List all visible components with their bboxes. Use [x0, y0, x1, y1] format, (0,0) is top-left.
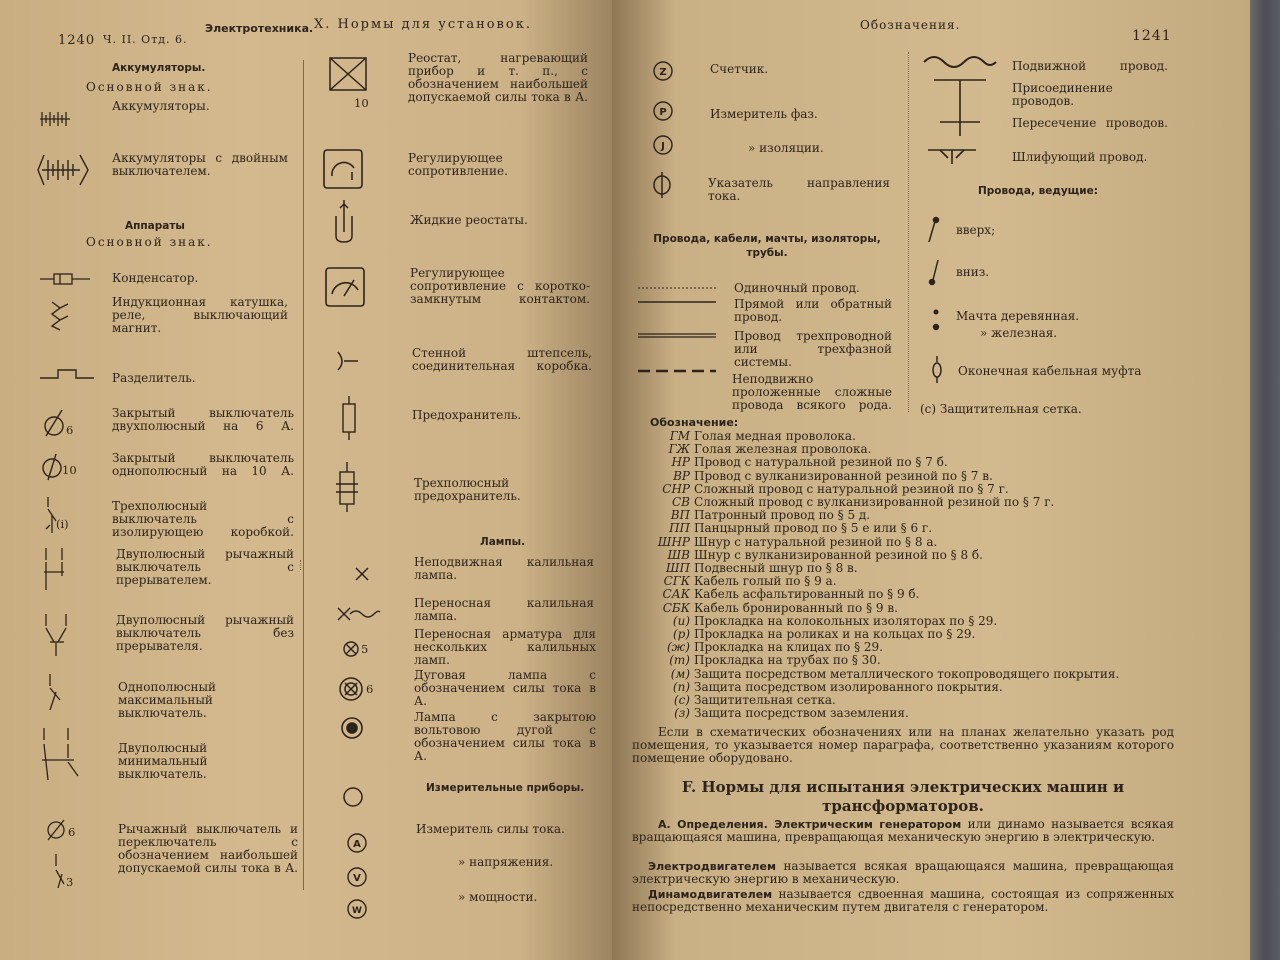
legend-text: Панцырный провод по § 5 е или § 6 г. [694, 521, 933, 536]
switch-5-label: Двуполюсный рычажный выключатель без прерывателя. [116, 613, 294, 653]
legend-abbr: ПП [669, 521, 690, 536]
lamps-title: Лампы. [480, 536, 526, 548]
left-header-chapter: X. Нормы для установок. [314, 17, 532, 32]
reg-resistance-label: Регулирующее сопротивление. [408, 151, 508, 178]
right-header-title: Обозначения. [860, 18, 961, 32]
movable-wire-icon [922, 52, 998, 72]
accumulator-icon [40, 108, 74, 130]
switch-10a-mark: 10 [62, 463, 77, 477]
legend-abbr: ШП [665, 561, 690, 576]
legend-abbr: СГК [663, 574, 690, 589]
max-switch-icon [42, 672, 68, 712]
wire-crossing-icon [938, 106, 982, 138]
wire-4-label: Неподвижно проложенные сложные провода всякого рода. [732, 372, 892, 412]
legend-abbr: ШНР [657, 534, 690, 549]
counter-symbol: Z [659, 67, 667, 78]
mast-wood-label: Мачта деревянная. [956, 309, 1080, 323]
meas-2-label: » напряжения. [458, 855, 554, 869]
legend-abbr: (м) [670, 666, 690, 681]
induction-coil-icon [48, 300, 74, 332]
switch-8-label: Рычажный выключатель и переключатель с обозначением наибольшей допускаемой силы тока в А. [118, 822, 298, 875]
direction-indicator-label: Указатель направления тока. [708, 176, 890, 203]
coupling-label: Оконечная кабельная муфта [958, 364, 1142, 378]
arc-6-mark: 6 [366, 682, 374, 696]
legend-text: Подвесный шнур по § 8 в. [694, 561, 858, 576]
acc-1: Аккумуляторы. [112, 99, 210, 113]
legend-text: Защита посредством изолированного покрытия. [694, 679, 1003, 694]
induction-label: Индукционная катушка, реле, выключающий магнит. [112, 295, 288, 335]
liquid-rheostat-icon [332, 198, 356, 244]
meas-1-label: Измеритель силы тока. [416, 822, 565, 836]
legend-abbr: САК [662, 587, 690, 602]
rheostat-label: Реостат, нагревающий прибор и т. п., с обозначением наибольшей допускаемой силы тока в А. [408, 51, 588, 104]
def-term-1: Электрическим генератором [774, 818, 962, 831]
def-lead: А. Определения. [658, 818, 768, 831]
socket-label: Стенной штепсель, соединительная коробка. [412, 346, 592, 373]
meas-title: Измерительные приборы. [426, 782, 585, 794]
legend-abbr: ШВ [667, 547, 690, 562]
lead-title: Провода, ведущие: [978, 185, 1098, 197]
lamp-1-label: Неподвижная калильная лампа. [414, 555, 594, 582]
lamp-3-label: Переносная арматура для нескольких калильных ламп. [414, 627, 596, 667]
portable-lamp-icon [336, 606, 382, 622]
note-paragraph: Если в схематических обозначениях или на планах желательно указать род помещения, то указывается номер параграфа, соответственно указаниям которого помещение оборудовано. [632, 725, 1174, 765]
wattmeter-icon [346, 898, 368, 920]
capacitor-icon [40, 270, 92, 288]
mast-iron-label: » железная. [980, 326, 1058, 340]
legend-text: Шнур с вулканизированной резиной по § 8 б. [694, 547, 983, 562]
def-text-2: называется всякая вращающаяся машина, превращающая электрическую энергию в механическую. [632, 859, 1174, 886]
def-term-2: Электродвигателем [648, 860, 776, 873]
legend-text: Кабель бронированный по § 9 в. [694, 600, 898, 615]
section-heading: F. Нормы для испытания электрических машин и трансформаторов. [681, 778, 1125, 815]
app-title: Аппараты [125, 220, 185, 232]
wire-2-label: Прямой или обратный провод. [734, 297, 892, 324]
switch-3-label: Трехполюсный выключатель с изолирующею коробкой. [112, 499, 294, 539]
two-pole-lever-switch-breaker-icon [40, 546, 72, 592]
wire-down-icon [928, 258, 942, 288]
legend-text: Прокладка на колокольных изоляторах по § 29. [694, 613, 998, 628]
sliding-wire-icon [926, 146, 978, 166]
left-page [0, 0, 612, 960]
separator-icon [40, 366, 96, 382]
enclosed-arc-lamp-icon [340, 716, 364, 740]
def-text-3: называется сдвоенная машина, состоящая из сопряженных непосредственно механическим путем двигателя с генератором. [632, 887, 1174, 914]
svg-text:A: A [353, 839, 361, 850]
changeover-3-mark: 3 [66, 875, 74, 889]
wire-3-label: Провод трехпроводной или трехфазной системы. [734, 329, 892, 369]
meter-base-icon [342, 786, 364, 808]
acc-title: Аккумуляторы. [112, 62, 206, 74]
left-page-number: 1240 [58, 33, 96, 48]
regulating-resistance-icon [322, 148, 364, 190]
legend-abbr: СБК [662, 600, 690, 615]
junction-label: Присоединение проводов. [1012, 81, 1113, 108]
legend-text: Прокладка на роликах и на кольцах по § 29. [694, 627, 976, 642]
two-pole-lever-switch-icon [40, 612, 72, 658]
legend-text: Провод с вулканизированной резиной по § 7 в. [694, 468, 993, 483]
three-pole-fuse-icon [334, 462, 360, 514]
separator-label: Разделитель. [112, 371, 196, 385]
regulating-resistance-short-icon [324, 266, 366, 308]
right-page [612, 0, 1250, 960]
condenser-label: Конденсатор. [112, 271, 199, 285]
insulation-meter-label: » изоляции. [748, 141, 824, 155]
legend-text: Прокладка на клицах по § 29. [694, 640, 883, 655]
legend-abbr: ГМ [669, 429, 690, 443]
direction-indicator-icon [650, 170, 674, 200]
legend-text: Провод с натуральной резиной по § 7 б. [694, 455, 948, 470]
fuse-label: Предохранитель. [412, 408, 522, 422]
cable-coupling-icon [930, 356, 944, 384]
legend-text: Сложный провод с вулканизированной резиной по § 7 г. [694, 495, 1055, 510]
legend-text: Защита посредством металлического токопроводящего покрытия. [694, 666, 1120, 681]
lamp-4-label: Дуговая лампа с обозначением силы тока в А. [414, 668, 596, 708]
switch-6-label: Однополюсный максимальный выключатель. [118, 680, 217, 720]
sliding-wire-label: Шлифующий провод. [1012, 150, 1148, 164]
meas-3-label: » мощности. [458, 890, 538, 904]
three-pole-fuse-label: Трехполюсный предохранитель. [414, 476, 521, 503]
legend-abbr: (с) [673, 693, 690, 708]
legend-text: Кабель асфальтированный по § 9 б. [694, 587, 920, 602]
wall-socket-icon [336, 350, 360, 372]
legend-abbr: (п) [672, 679, 690, 694]
wire-1-label: Одиночный провод. [734, 281, 860, 295]
definitions-paragraph-2 [632, 860, 1174, 886]
insulation-meter-icon [652, 134, 674, 156]
reg-short-label: Регулирующее сопротивление с коротко-замкнутым контактом. [410, 266, 590, 306]
legend-abbr: (ж) [666, 640, 690, 655]
wire-up-icon [926, 214, 940, 244]
wire-up-label: вверх; [956, 223, 996, 237]
direct-wire-icon [638, 300, 718, 304]
grid-label: (с) Защитительная сетка. [920, 402, 1082, 416]
switch-4-label: Двуполюсный рычажный выключатель с прерывателем. [116, 547, 294, 587]
svg-text:V: V [353, 873, 361, 884]
legend-text: Патронный провод по § 5 д. [694, 508, 871, 523]
legend-list [632, 430, 1192, 720]
left-header-subject: Электротехника. [205, 22, 314, 35]
legend-text: Голая медная проволока. [694, 429, 856, 443]
insulation-meter-symbol: J [661, 141, 665, 152]
phase-meter-icon [652, 100, 674, 122]
wire-down-label: вниз. [956, 265, 990, 279]
svg-text:W: W [352, 906, 362, 916]
accumulator-double-switch-icon [36, 150, 90, 190]
phase-meter-label: Измеритель фаз. [710, 107, 818, 121]
complex-wire-icon [638, 368, 718, 374]
liquid-rheostat-label: Жидкие реостаты. [410, 213, 528, 227]
switch-2-label: Закрытый выключатель однополюсный на 10 А. [112, 451, 294, 478]
app-main: Основной знак. [86, 235, 213, 249]
def-text-1: или динамо называется всякая вращающаяся машина, превращающая механическую энергию в электрическую. [632, 817, 1174, 844]
lamp-2-label: Переносная калильная лампа. [414, 596, 594, 623]
legend-abbr: (р) [672, 627, 690, 642]
left-header-part: Ч. II. Отд. 6. [103, 33, 188, 46]
column-divider [303, 60, 304, 890]
legend-abbr: ГЖ [668, 442, 690, 457]
three-wire-icon [638, 332, 718, 340]
min-switch-icon [38, 726, 82, 782]
mast-icons [930, 306, 942, 334]
legend-text: Голая железная проволока. [694, 442, 872, 457]
legend-abbr: (з) [674, 706, 690, 721]
wire-junction-icon [932, 76, 988, 110]
ammeter-icon [346, 832, 368, 854]
counter-icon [652, 60, 674, 82]
single-wire-icon [638, 286, 718, 290]
legend-abbr: ВП [670, 508, 690, 523]
fuse-icon [340, 396, 358, 442]
legend-abbr: СНР [662, 481, 690, 496]
phase-meter-symbol: P [659, 107, 667, 118]
acc-main: Основной знак. [86, 80, 213, 94]
legend-title: Обозначение: [650, 416, 739, 429]
legend-abbr: (т) [669, 653, 690, 668]
voltmeter-icon [346, 866, 368, 888]
definitions-paragraph [632, 818, 1174, 844]
legend-text: Прокладка на трубах по § 30. [694, 653, 881, 668]
switch-6a-mark: 6 [66, 423, 74, 437]
changeover-6-mark: 6 [68, 825, 76, 839]
three-pole-mark: (i) [56, 517, 69, 531]
rheostat-icon [328, 56, 370, 94]
legend-text: Сложный провод с натуральной резиной по § 7 г. [694, 481, 1009, 496]
right-column-divider [908, 52, 910, 412]
legend-row [632, 707, 1192, 720]
fixed-lamp-icon [354, 566, 370, 582]
counter-label: Счетчик. [710, 62, 769, 76]
legend-text: Защитительная сетка. [694, 693, 836, 708]
wires-title: Провода, кабели, мачты, изоляторы, трубы. [653, 233, 881, 259]
legend-text: Кабель голый по § 9 а. [694, 574, 837, 589]
legend-text: Шнур с натуральной резиной по § 8 а. [694, 534, 938, 549]
fixture-5-mark: 5 [361, 642, 369, 656]
rheostat-10-mark: 10 [354, 96, 369, 110]
book-edge [1250, 0, 1280, 960]
legend-abbr: НР [671, 455, 690, 470]
legend-text: Защита посредством заземления. [694, 706, 909, 721]
legend-abbr: СВ [672, 495, 690, 510]
crossing-label: Пересечение проводов. [1012, 116, 1168, 130]
switch-7-label: Двуполюсный минимальный выключатель. [118, 741, 208, 781]
lamp-5-label: Лампа с закрытою вольтовою дугой с обозначением силы тока в А. [414, 710, 596, 763]
definitions-paragraph-3 [632, 888, 1174, 914]
switch-1-label: Закрытый выключатель двухполюсный на 6 А. [112, 406, 294, 433]
def-term-3: Динамодвигателем [648, 888, 773, 901]
acc-2: Аккумуляторы с двойным выключателем. [112, 151, 288, 178]
right-page-number: 1241 [1132, 28, 1172, 44]
legend-abbr: (и) [672, 613, 690, 628]
multi-lamp-fixture-icon [342, 640, 360, 658]
divider-mark [300, 560, 305, 570]
arc-lamp-icon [338, 676, 364, 702]
movable-wire-label: Подвижной провод. [1012, 59, 1168, 73]
legend-abbr: ВР [673, 468, 690, 483]
